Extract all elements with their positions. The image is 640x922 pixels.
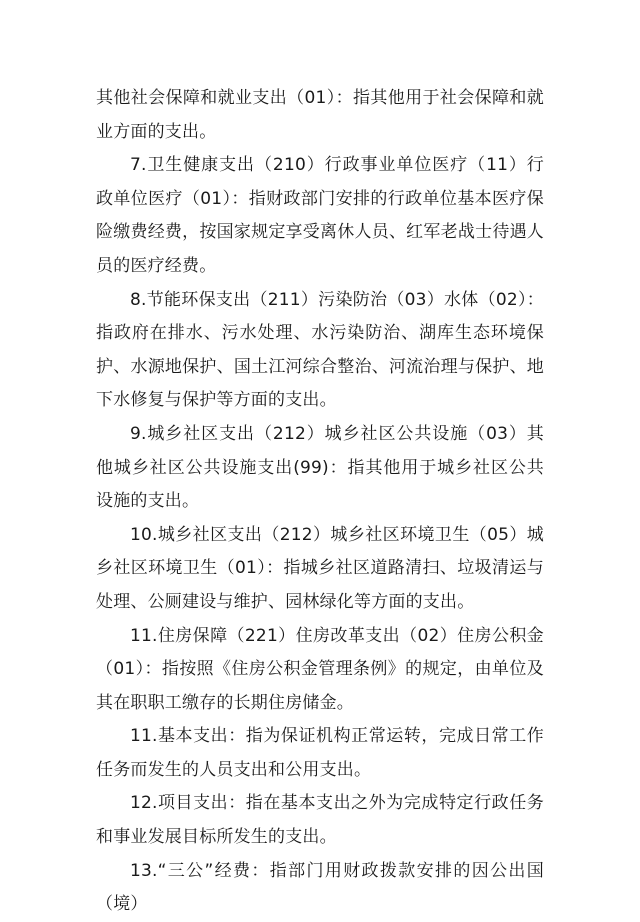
paragraph-three-public-expenses: 13.“三公”经费：指部门用财政拨款安排的因公出国（境）: [96, 860, 544, 915]
paragraph-community-facilities: 9.城乡社区支出（212）城乡社区公共设施（03）其他城乡社区公共设施支出(99)：指其他用于城乡社区公共设施的支出。: [96, 423, 544, 512]
paragraph-project-expenditure: 12.项目支出：指在基本支出之外为完成特定行政任务和事业发展目标所发生的支出。: [96, 793, 544, 848]
document-page: [96, 82, 544, 922]
paragraph-social-security-other: 其他社会保障和就业支出（01）：指其他用于社会保障和就业方面的支出。: [96, 88, 544, 142]
paragraph-housing-fund: 11.住房保障（221）住房改革支出（02）住房公积金（01）：指按照《住房公积金管理条例》的规定，由单位及其在职职工缴存的长期住房储金。: [96, 625, 544, 713]
paragraph-environment-expenditure: 8.节能环保支出（211）污染防治（03）水体（02）：指政府在排水、污水处理、水污染防治、湖库生态环境保护、水源地保护、国土江河综合整治、河流治理与保护、地下水修复与保护等方面的支出。: [96, 289, 544, 411]
paragraph-community-sanitation: 10.城乡社区支出（212）城乡社区环境卫生（05）城乡社区环境卫生（01）：指城乡社区道路清扫、垃圾清运与处理、公厕建设与维护、园林绿化等方面的支出。: [96, 524, 544, 612]
paragraph-basic-expenditure: 11.基本支出：指为保证机构正常运转，完成日常工作任务而发生的人员支出和公用支出。: [96, 726, 544, 780]
paragraph-health-expenditure: 7.卫生健康支出（210）行政事业单位医疗（11）行政单位医疗（01）：指财政部门安排的行政单位基本医疗保险缴费经费，按国家规定享受离休人员、红军老战士待遇人员的医疗经费。: [96, 155, 544, 276]
